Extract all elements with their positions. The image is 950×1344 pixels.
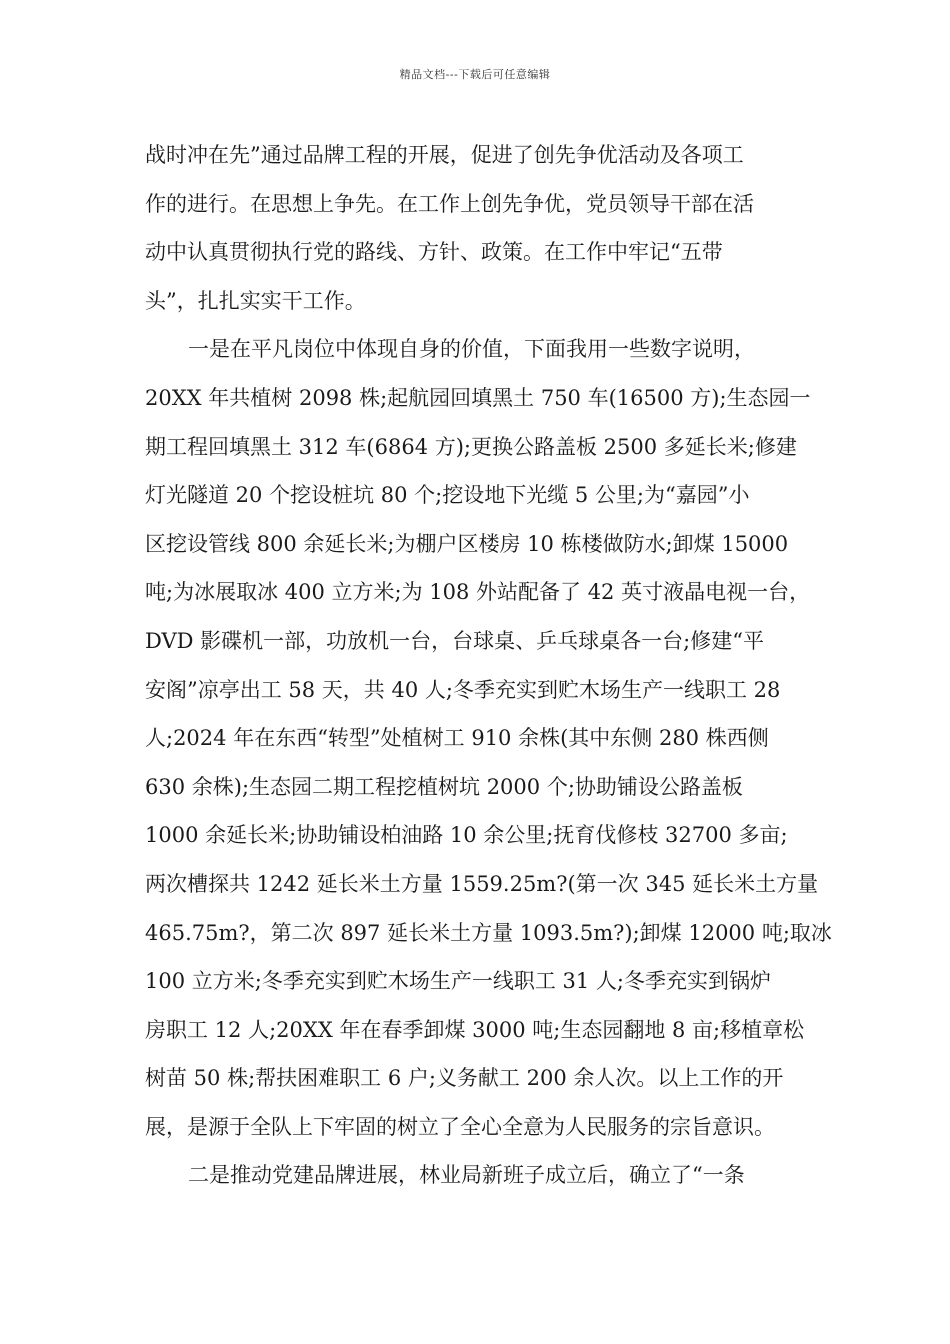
paragraph-second-point <box>145 1151 809 1200</box>
text-line: 二是推动党建品牌进展，林业局新班子成立后，确立了“一条 <box>188 1163 745 1188</box>
document-body <box>145 131 832 1200</box>
text-line: 房职工 12 人;20XX 年在春季卸煤 3000 吨;生态园翻地 8 亩;移植章松 <box>145 1017 805 1042</box>
text-line: 区挖设管线 800 余延长米;为棚户区楼房 10 栋楼做防水;卸煤 15000 <box>145 531 789 556</box>
text-line: 安阁”凉亭出工 58 天，共 40 人;冬季充实到贮木场生产一线职工 28 <box>145 677 781 702</box>
text-line: 465.75m?，第二次 897 延长米土方量 1093.5m?);卸煤 12000 吨;取冰 <box>145 920 832 945</box>
text-line: 100 立方米;冬季充实到贮木场生产一线职工 31 人;冬季充实到锅炉 <box>145 969 771 994</box>
text-line: 作的进行。在思想上争先。在工作上创先争优，党员领导干部在活 <box>145 191 754 216</box>
paragraph-continuation <box>145 131 809 325</box>
text-line: 战时冲在先”通过品牌工程的开展，促进了创先争优活动及各项工 <box>145 143 744 167</box>
text-line: 人;2024 年在东西“转型”处植树工 910 余株(其中东侧 280 株西侧 <box>145 726 769 751</box>
text-line: 动中认真贯彻执行党的路线、方针、政策。在工作中牢记“五带 <box>145 240 723 265</box>
text-line: 展，是源于全队上下牢固的树立了全心全意为人民服务的宗旨意识。 <box>145 1114 775 1139</box>
page-header-watermark: 精品文档---下载后可任意编辑 <box>399 68 551 81</box>
text-line: 20XX 年共植树 2098 株;起航园回填黑土 750 车(16500 方);生态园一 <box>145 385 811 410</box>
text-line: 两次槽探共 1242 延长米土方量 1559.25m?(第一次 345 延长米土方量 <box>145 871 819 896</box>
text-line: 头”，扎扎实实干工作。 <box>145 288 366 313</box>
text-line: 树苗 50 株;帮扶困难职工 6 户;义务献工 200 余人次。以上工作的开 <box>145 1066 784 1091</box>
text-line: 一是在平凡岗位中体现自身的价值，下面我用一些数字说明， <box>188 337 755 362</box>
text-line: 期工程回填黑土 312 车(6864 方);更换公路盖板 2500 多延长米;修建 <box>145 434 797 459</box>
text-line: 630 余株);生态园二期工程挖植树坑 2000 个;协助铺设公路盖板 <box>145 774 743 799</box>
text-line: DVD 影碟机一部，功放机一台，台球桌、乒乓球桌各一台;修建“平 <box>145 628 764 653</box>
text-line: 灯光隧道 20 个挖设桩坑 80 个;挖设地下光缆 5 公里;为“嘉园”小 <box>145 483 750 508</box>
text-line: 1000 余延长米;协助铺设柏油路 10 余公里;抚育伐修枝 32700 多亩; <box>145 823 788 848</box>
paragraph-first-point <box>145 325 832 1151</box>
text-line: 吨;为冰展取冰 400 立方米;为 108 外站配备了 42 英寸液晶电视一台， <box>145 580 811 605</box>
